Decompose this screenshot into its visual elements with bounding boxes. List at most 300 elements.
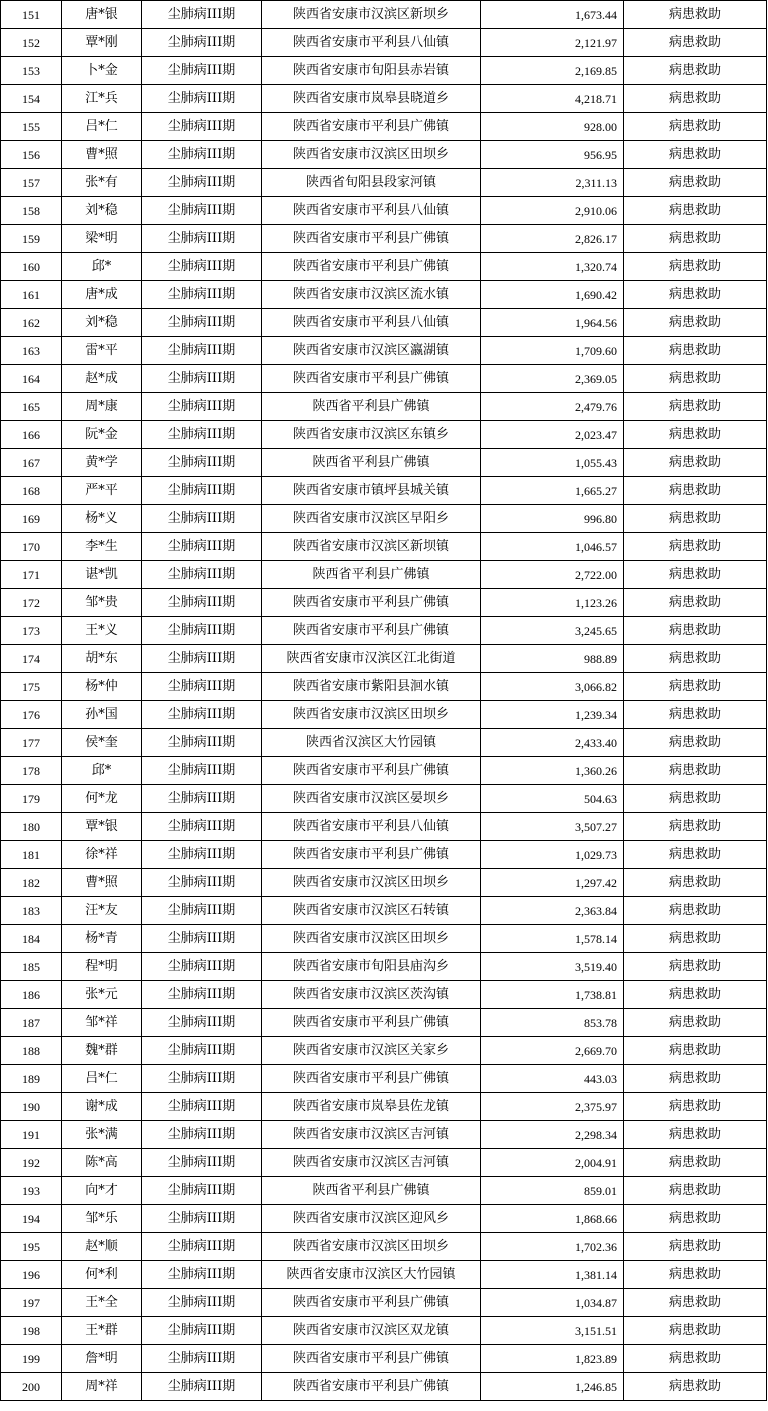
aid-type-cell: 病患救助 — [624, 29, 767, 57]
recipient-name-cell: 杨*青 — [62, 925, 142, 953]
aid-type-cell: 病患救助 — [624, 785, 767, 813]
row-number-cell: 190 — [1, 1093, 62, 1121]
address-cell: 陕西省平利县广佛镇 — [262, 1177, 481, 1205]
aid-amount-cell: 2,121.97 — [481, 29, 624, 57]
aid-amount-cell: 1,239.34 — [481, 701, 624, 729]
row-number-cell: 195 — [1, 1233, 62, 1261]
address-cell: 陕西省安康市汉滨区早阳乡 — [262, 505, 481, 533]
aid-amount-cell: 1,381.14 — [481, 1261, 624, 1289]
address-cell: 陕西省安康市岚皋县佐龙镇 — [262, 1093, 481, 1121]
aid-amount-cell: 1,738.81 — [481, 981, 624, 1009]
aid-type-cell: 病患救助 — [624, 393, 767, 421]
row-number-cell: 180 — [1, 813, 62, 841]
address-cell: 陕西省安康市旬阳县庙沟乡 — [262, 953, 481, 981]
table-row — [1, 449, 767, 477]
aid-type-cell: 病患救助 — [624, 1345, 767, 1373]
table-row — [1, 1261, 767, 1289]
table-row — [1, 981, 767, 1009]
row-number-cell: 182 — [1, 869, 62, 897]
recipient-name-cell: 杨*义 — [62, 505, 142, 533]
aid-amount-cell: 1,046.57 — [481, 533, 624, 561]
recipient-name-cell: 刘*稳 — [62, 309, 142, 337]
diagnosis-cell: 尘肺病III期 — [142, 645, 262, 673]
table-row — [1, 477, 767, 505]
row-number-cell: 197 — [1, 1289, 62, 1317]
diagnosis-cell: 尘肺病III期 — [142, 1317, 262, 1345]
address-cell: 陕西省安康市汉滨区吉河镇 — [262, 1121, 481, 1149]
diagnosis-cell: 尘肺病III期 — [142, 141, 262, 169]
diagnosis-cell: 尘肺病III期 — [142, 533, 262, 561]
aid-type-cell: 病患救助 — [624, 477, 767, 505]
aid-type-cell: 病患救助 — [624, 57, 767, 85]
row-number-cell: 153 — [1, 57, 62, 85]
row-number-cell: 194 — [1, 1205, 62, 1233]
row-number-cell: 155 — [1, 113, 62, 141]
table-row — [1, 309, 767, 337]
aid-type-cell: 病患救助 — [624, 617, 767, 645]
aid-amount-cell: 928.00 — [481, 113, 624, 141]
address-cell: 陕西省安康市汉滨区田坝乡 — [262, 1233, 481, 1261]
row-number-cell: 192 — [1, 1149, 62, 1177]
diagnosis-cell: 尘肺病III期 — [142, 393, 262, 421]
row-number-cell: 171 — [1, 561, 62, 589]
table-row — [1, 1121, 767, 1149]
recipient-name-cell: 吕*仁 — [62, 113, 142, 141]
recipient-name-cell: 徐*祥 — [62, 841, 142, 869]
recipient-name-cell: 江*兵 — [62, 85, 142, 113]
table-row — [1, 253, 767, 281]
aid-amount-cell: 1,320.74 — [481, 253, 624, 281]
row-number-cell: 188 — [1, 1037, 62, 1065]
diagnosis-cell: 尘肺病III期 — [142, 1373, 262, 1401]
aid-amount-cell: 1,823.89 — [481, 1345, 624, 1373]
aid-type-cell: 病患救助 — [624, 841, 767, 869]
table-row — [1, 1289, 767, 1317]
table-row — [1, 1177, 767, 1205]
aid-amount-cell: 2,169.85 — [481, 57, 624, 85]
aid-type-cell: 病患救助 — [624, 1205, 767, 1233]
recipient-name-cell: 魏*群 — [62, 1037, 142, 1065]
aid-amount-cell: 988.89 — [481, 645, 624, 673]
aid-amount-cell: 504.63 — [481, 785, 624, 813]
recipient-name-cell: 杨*仲 — [62, 673, 142, 701]
diagnosis-cell: 尘肺病III期 — [142, 1233, 262, 1261]
row-number-cell: 177 — [1, 729, 62, 757]
aid-amount-cell: 956.95 — [481, 141, 624, 169]
table-row — [1, 1009, 767, 1037]
address-cell: 陕西省安康市平利县广佛镇 — [262, 1289, 481, 1317]
address-cell: 陕西省安康市平利县广佛镇 — [262, 225, 481, 253]
aid-type-cell: 病患救助 — [624, 421, 767, 449]
address-cell: 陕西省安康市汉滨区茨沟镇 — [262, 981, 481, 1009]
table-row — [1, 645, 767, 673]
diagnosis-cell: 尘肺病III期 — [142, 1065, 262, 1093]
recipient-name-cell: 邱* — [62, 253, 142, 281]
address-cell: 陕西省安康市平利县广佛镇 — [262, 113, 481, 141]
row-number-cell: 183 — [1, 897, 62, 925]
diagnosis-cell: 尘肺病III期 — [142, 925, 262, 953]
aid-amount-cell: 1,673.44 — [481, 1, 624, 29]
table-row — [1, 533, 767, 561]
aid-type-cell: 病患救助 — [624, 869, 767, 897]
diagnosis-cell: 尘肺病III期 — [142, 449, 262, 477]
row-number-cell: 196 — [1, 1261, 62, 1289]
diagnosis-cell: 尘肺病III期 — [142, 225, 262, 253]
row-number-cell: 184 — [1, 925, 62, 953]
diagnosis-cell: 尘肺病III期 — [142, 365, 262, 393]
row-number-cell: 174 — [1, 645, 62, 673]
diagnosis-cell: 尘肺病III期 — [142, 953, 262, 981]
address-cell: 陕西省安康市汉滨区双龙镇 — [262, 1317, 481, 1345]
diagnosis-cell: 尘肺病III期 — [142, 1093, 262, 1121]
address-cell: 陕西省安康市汉滨区大竹园镇 — [262, 1261, 481, 1289]
aid-type-cell: 病患救助 — [624, 225, 767, 253]
address-cell: 陕西省安康市汉滨区关家乡 — [262, 1037, 481, 1065]
aid-type-cell: 病患救助 — [624, 141, 767, 169]
recipient-name-cell: 阮*金 — [62, 421, 142, 449]
aid-type-cell: 病患救助 — [624, 1261, 767, 1289]
aid-amount-cell: 1,123.26 — [481, 589, 624, 617]
table-row — [1, 1093, 767, 1121]
address-cell: 陕西省汉滨区大竹园镇 — [262, 729, 481, 757]
aid-amount-cell: 2,669.70 — [481, 1037, 624, 1065]
table-row — [1, 85, 767, 113]
aid-amount-cell: 1,578.14 — [481, 925, 624, 953]
aid-type-cell: 病患救助 — [624, 505, 767, 533]
address-cell: 陕西省安康市平利县广佛镇 — [262, 1065, 481, 1093]
table-row — [1, 785, 767, 813]
aid-amount-cell: 3,151.51 — [481, 1317, 624, 1345]
address-cell: 陕西省安康市平利县广佛镇 — [262, 1373, 481, 1401]
recipient-name-cell: 王*群 — [62, 1317, 142, 1345]
recipient-name-cell: 邱* — [62, 757, 142, 785]
diagnosis-cell: 尘肺病III期 — [142, 309, 262, 337]
recipient-name-cell: 邹*祥 — [62, 1009, 142, 1037]
table-row — [1, 813, 767, 841]
diagnosis-cell: 尘肺病III期 — [142, 1177, 262, 1205]
recipient-name-cell: 严*平 — [62, 477, 142, 505]
aid-amount-cell: 859.01 — [481, 1177, 624, 1205]
diagnosis-cell: 尘肺病III期 — [142, 841, 262, 869]
recipient-name-cell: 覃*刚 — [62, 29, 142, 57]
table-row — [1, 337, 767, 365]
table-row — [1, 505, 767, 533]
diagnosis-cell: 尘肺病III期 — [142, 421, 262, 449]
table-row — [1, 953, 767, 981]
address-cell: 陕西省安康市岚皋县晓道乡 — [262, 85, 481, 113]
address-cell: 陕西省安康市汉滨区瀛湖镇 — [262, 337, 481, 365]
recipient-name-cell: 邹*乐 — [62, 1205, 142, 1233]
aid-amount-cell: 2,311.13 — [481, 169, 624, 197]
recipient-name-cell: 向*才 — [62, 1177, 142, 1205]
recipient-name-cell: 张*有 — [62, 169, 142, 197]
recipient-name-cell: 张*元 — [62, 981, 142, 1009]
address-cell: 陕西省安康市汉滨区田坝乡 — [262, 925, 481, 953]
address-cell: 陕西省安康市汉滨区迎风乡 — [262, 1205, 481, 1233]
aid-amount-cell: 1,702.36 — [481, 1233, 624, 1261]
diagnosis-cell: 尘肺病III期 — [142, 1261, 262, 1289]
address-cell: 陕西省安康市平利县广佛镇 — [262, 253, 481, 281]
address-cell: 陕西省安康市平利县广佛镇 — [262, 841, 481, 869]
recipient-name-cell: 邹*贵 — [62, 589, 142, 617]
recipient-name-cell: 吕*仁 — [62, 1065, 142, 1093]
diagnosis-cell: 尘肺病III期 — [142, 1149, 262, 1177]
address-cell: 陕西省安康市汉滨区石转镇 — [262, 897, 481, 925]
address-cell: 陕西省安康市汉滨区新坝乡 — [262, 1, 481, 29]
row-number-cell: 189 — [1, 1065, 62, 1093]
recipient-name-cell: 何*利 — [62, 1261, 142, 1289]
diagnosis-cell: 尘肺病III期 — [142, 113, 262, 141]
address-cell: 陕西省安康市汉滨区田坝乡 — [262, 141, 481, 169]
diagnosis-cell: 尘肺病III期 — [142, 1289, 262, 1317]
diagnosis-cell: 尘肺病III期 — [142, 869, 262, 897]
recipient-name-cell: 张*满 — [62, 1121, 142, 1149]
row-number-cell: 160 — [1, 253, 62, 281]
aid-type-cell: 病患救助 — [624, 1093, 767, 1121]
table-row — [1, 1345, 767, 1373]
diagnosis-cell: 尘肺病III期 — [142, 281, 262, 309]
row-number-cell: 187 — [1, 1009, 62, 1037]
table-row — [1, 1317, 767, 1345]
aid-amount-cell: 2,369.05 — [481, 365, 624, 393]
aid-type-cell: 病患救助 — [624, 981, 767, 1009]
aid-amount-cell: 1,665.27 — [481, 477, 624, 505]
diagnosis-cell: 尘肺病III期 — [142, 1009, 262, 1037]
table-row — [1, 281, 767, 309]
diagnosis-cell: 尘肺病III期 — [142, 253, 262, 281]
diagnosis-cell: 尘肺病III期 — [142, 785, 262, 813]
aid-amount-cell: 1,029.73 — [481, 841, 624, 869]
recipient-name-cell: 唐*成 — [62, 281, 142, 309]
aid-type-cell: 病患救助 — [624, 1233, 767, 1261]
address-cell: 陕西省平利县广佛镇 — [262, 561, 481, 589]
table-row — [1, 1, 767, 29]
aid-amount-cell: 2,826.17 — [481, 225, 624, 253]
recipient-name-cell: 谢*成 — [62, 1093, 142, 1121]
table-row — [1, 421, 767, 449]
address-cell: 陕西省安康市平利县广佛镇 — [262, 1345, 481, 1373]
address-cell: 陕西省安康市平利县广佛镇 — [262, 757, 481, 785]
aid-type-cell: 病患救助 — [624, 1037, 767, 1065]
diagnosis-cell: 尘肺病III期 — [142, 337, 262, 365]
recipient-name-cell: 卜*金 — [62, 57, 142, 85]
aid-type-cell: 病患救助 — [624, 85, 767, 113]
aid-amount-cell: 1,360.26 — [481, 757, 624, 785]
diagnosis-cell: 尘肺病III期 — [142, 1, 262, 29]
address-cell: 陕西省安康市旬阳县赤岩镇 — [262, 57, 481, 85]
aid-amount-cell: 2,433.40 — [481, 729, 624, 757]
table-row — [1, 1149, 767, 1177]
row-number-cell: 186 — [1, 981, 62, 1009]
aid-amount-cell: 2,375.97 — [481, 1093, 624, 1121]
row-number-cell: 167 — [1, 449, 62, 477]
diagnosis-cell: 尘肺病III期 — [142, 169, 262, 197]
aid-amount-cell: 2,298.34 — [481, 1121, 624, 1149]
aid-amount-cell: 2,004.91 — [481, 1149, 624, 1177]
table-row — [1, 701, 767, 729]
recipient-name-cell: 梁*明 — [62, 225, 142, 253]
recipient-name-cell: 唐*银 — [62, 1, 142, 29]
row-number-cell: 162 — [1, 309, 62, 337]
address-cell: 陕西省安康市汉滨区流水镇 — [262, 281, 481, 309]
row-number-cell: 175 — [1, 673, 62, 701]
aid-amount-cell: 853.78 — [481, 1009, 624, 1037]
aid-amount-cell: 2,910.06 — [481, 197, 624, 225]
diagnosis-cell: 尘肺病III期 — [142, 1205, 262, 1233]
diagnosis-cell: 尘肺病III期 — [142, 813, 262, 841]
aid-type-cell: 病患救助 — [624, 169, 767, 197]
row-number-cell: 154 — [1, 85, 62, 113]
recipient-name-cell: 刘*稳 — [62, 197, 142, 225]
diagnosis-cell: 尘肺病III期 — [142, 981, 262, 1009]
table-row — [1, 757, 767, 785]
table-row — [1, 869, 767, 897]
table-row — [1, 729, 767, 757]
aid-type-cell: 病患救助 — [624, 337, 767, 365]
recipient-name-cell: 雷*平 — [62, 337, 142, 365]
recipient-name-cell: 何*龙 — [62, 785, 142, 813]
recipient-name-cell: 谌*凯 — [62, 561, 142, 589]
address-cell: 陕西省安康市汉滨区江北街道 — [262, 645, 481, 673]
diagnosis-cell: 尘肺病III期 — [142, 701, 262, 729]
address-cell: 陕西省安康市平利县广佛镇 — [262, 617, 481, 645]
address-cell: 陕西省安康市平利县八仙镇 — [262, 29, 481, 57]
aid-type-cell: 病患救助 — [624, 1009, 767, 1037]
address-cell: 陕西省安康市镇坪县城关镇 — [262, 477, 481, 505]
aid-amount-cell: 2,363.84 — [481, 897, 624, 925]
address-cell: 陕西省安康市平利县广佛镇 — [262, 365, 481, 393]
recipient-name-cell: 周*祥 — [62, 1373, 142, 1401]
row-number-cell: 163 — [1, 337, 62, 365]
aid-amount-cell: 1,709.60 — [481, 337, 624, 365]
address-cell: 陕西省平利县广佛镇 — [262, 393, 481, 421]
row-number-cell: 173 — [1, 617, 62, 645]
table-row — [1, 169, 767, 197]
diagnosis-cell: 尘肺病III期 — [142, 1345, 262, 1373]
address-cell: 陕西省旬阳县段家河镇 — [262, 169, 481, 197]
aid-type-cell: 病患救助 — [624, 897, 767, 925]
diagnosis-cell: 尘肺病III期 — [142, 1121, 262, 1149]
diagnosis-cell: 尘肺病III期 — [142, 505, 262, 533]
aid-type-cell: 病患救助 — [624, 281, 767, 309]
row-number-cell: 164 — [1, 365, 62, 393]
aid-amount-cell: 1,964.56 — [481, 309, 624, 337]
aid-amount-cell: 3,066.82 — [481, 673, 624, 701]
recipient-name-cell: 詹*明 — [62, 1345, 142, 1373]
row-number-cell: 157 — [1, 169, 62, 197]
aid-type-cell: 病患救助 — [624, 309, 767, 337]
address-cell: 陕西省平利县广佛镇 — [262, 449, 481, 477]
row-number-cell: 193 — [1, 1177, 62, 1205]
diagnosis-cell: 尘肺病III期 — [142, 85, 262, 113]
recipient-name-cell: 侯*奎 — [62, 729, 142, 757]
table-row — [1, 589, 767, 617]
address-cell: 陕西省安康市平利县广佛镇 — [262, 1009, 481, 1037]
diagnosis-cell: 尘肺病III期 — [142, 197, 262, 225]
aid-amount-cell: 3,507.27 — [481, 813, 624, 841]
row-number-cell: 198 — [1, 1317, 62, 1345]
aid-amount-cell: 4,218.71 — [481, 85, 624, 113]
table-row — [1, 561, 767, 589]
aid-amount-cell: 3,519.40 — [481, 953, 624, 981]
aid-type-cell: 病患救助 — [624, 113, 767, 141]
address-cell: 陕西省安康市平利县八仙镇 — [262, 197, 481, 225]
recipient-name-cell: 王*义 — [62, 617, 142, 645]
aid-amount-cell: 1,055.43 — [481, 449, 624, 477]
recipient-name-cell: 程*明 — [62, 953, 142, 981]
aid-type-cell: 病患救助 — [624, 197, 767, 225]
row-number-cell: 159 — [1, 225, 62, 253]
row-number-cell: 168 — [1, 477, 62, 505]
aid-amount-cell: 996.80 — [481, 505, 624, 533]
aid-type-cell: 病患救助 — [624, 1065, 767, 1093]
aid-type-cell: 病患救助 — [624, 813, 767, 841]
row-number-cell: 170 — [1, 533, 62, 561]
address-cell: 陕西省安康市汉滨区晏坝乡 — [262, 785, 481, 813]
row-number-cell: 158 — [1, 197, 62, 225]
aid-amount-cell: 2,722.00 — [481, 561, 624, 589]
row-number-cell: 166 — [1, 421, 62, 449]
table-row — [1, 617, 767, 645]
row-number-cell: 176 — [1, 701, 62, 729]
table-row — [1, 1233, 767, 1261]
aid-type-cell: 病患救助 — [624, 1373, 767, 1401]
table-row — [1, 365, 767, 393]
aid-type-cell: 病患救助 — [624, 729, 767, 757]
aid-type-cell: 病患救助 — [624, 589, 767, 617]
aid-type-cell: 病患救助 — [624, 1289, 767, 1317]
address-cell: 陕西省安康市汉滨区田坝乡 — [262, 701, 481, 729]
aid-type-cell: 病患救助 — [624, 701, 767, 729]
aid-type-cell: 病患救助 — [624, 1317, 767, 1345]
aid-amount-cell: 1,868.66 — [481, 1205, 624, 1233]
row-number-cell: 185 — [1, 953, 62, 981]
diagnosis-cell: 尘肺病III期 — [142, 757, 262, 785]
table-row — [1, 1037, 767, 1065]
aid-type-cell: 病患救助 — [624, 925, 767, 953]
aid-type-cell: 病患救助 — [624, 1177, 767, 1205]
diagnosis-cell: 尘肺病III期 — [142, 729, 262, 757]
aid-type-cell: 病患救助 — [624, 533, 767, 561]
recipient-name-cell: 陈*高 — [62, 1149, 142, 1177]
row-number-cell: 172 — [1, 589, 62, 617]
table-row — [1, 113, 767, 141]
table-row — [1, 1205, 767, 1233]
recipient-name-cell: 赵*成 — [62, 365, 142, 393]
diagnosis-cell: 尘肺病III期 — [142, 561, 262, 589]
diagnosis-cell: 尘肺病III期 — [142, 1037, 262, 1065]
table-row — [1, 225, 767, 253]
table-row — [1, 141, 767, 169]
table-row — [1, 925, 767, 953]
aid-type-cell: 病患救助 — [624, 449, 767, 477]
recipient-name-cell: 周*康 — [62, 393, 142, 421]
diagnosis-cell: 尘肺病III期 — [142, 673, 262, 701]
table-row — [1, 897, 767, 925]
diagnosis-cell: 尘肺病III期 — [142, 477, 262, 505]
recipient-name-cell: 曹*照 — [62, 869, 142, 897]
recipient-name-cell: 曹*照 — [62, 141, 142, 169]
row-number-cell: 165 — [1, 393, 62, 421]
aid-amount-cell: 2,479.76 — [481, 393, 624, 421]
address-cell: 陕西省安康市紫阳县洄水镇 — [262, 673, 481, 701]
aid-type-cell: 病患救助 — [624, 953, 767, 981]
row-number-cell: 199 — [1, 1345, 62, 1373]
aid-type-cell: 病患救助 — [624, 1, 767, 29]
table-row — [1, 29, 767, 57]
aid-amount-cell: 3,245.65 — [481, 617, 624, 645]
diagnosis-cell: 尘肺病III期 — [142, 589, 262, 617]
